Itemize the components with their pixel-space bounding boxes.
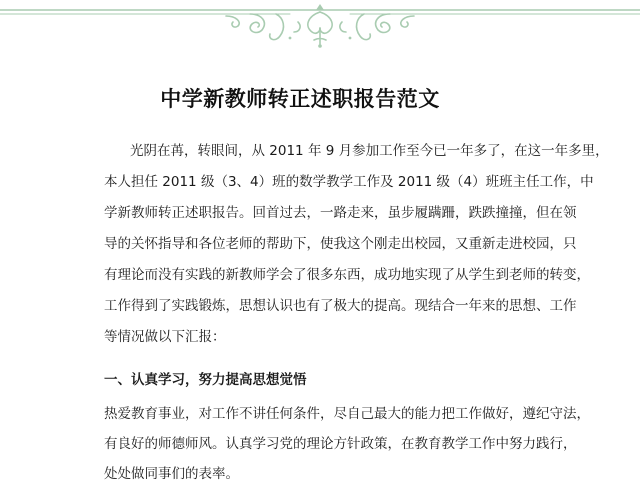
paragraph-line: 学新教师转正述职报告。回首过去，一路走来，虽步履蹒跚，跌跌撞撞，但在领 xyxy=(104,205,577,221)
paragraph-line: 光阴在苒，转眼间，从 2011 年 9 月参加工作至今已一年多了，在这一年多里， xyxy=(130,143,609,159)
paragraph-line: 处处做同事们的表率。 xyxy=(104,466,239,482)
floral-ornament-icon xyxy=(0,0,640,48)
paragraph-line: 有良好的师德师风。认真学习党的理论方针政策，在教育教学工作中努力践行， xyxy=(104,436,577,452)
paragraph-line: 导的关怀指导和各位老师的帮助下，使我这个刚走出校园，又重新走进校园，只 xyxy=(104,236,577,252)
paragraph-line: 有理论而没有实践的新教师学会了很多东西，成功地实现了从学生到老师的转变， xyxy=(104,267,590,283)
paragraph-line: 热爱教育事业，对工作不讲任何条件，尽自己最大的能力把工作做好，遵纪守法， xyxy=(104,406,590,422)
paragraph-line: 工作得到了实践锻炼，思想认识也有了极大的提高。现结合一年来的思想、工作 xyxy=(104,298,577,314)
section-heading: 一、认真学习，努力提高思想觉悟 xyxy=(104,372,307,388)
paragraph-line: 本人担任 2011 级（3、4）班的数学教学工作及 2011 级（4）班班主任工作，中 xyxy=(104,174,594,190)
document-title: 中学新教师转正述职报告范文 xyxy=(160,87,440,111)
paragraph-line: 等情况做以下汇报： xyxy=(104,329,226,345)
